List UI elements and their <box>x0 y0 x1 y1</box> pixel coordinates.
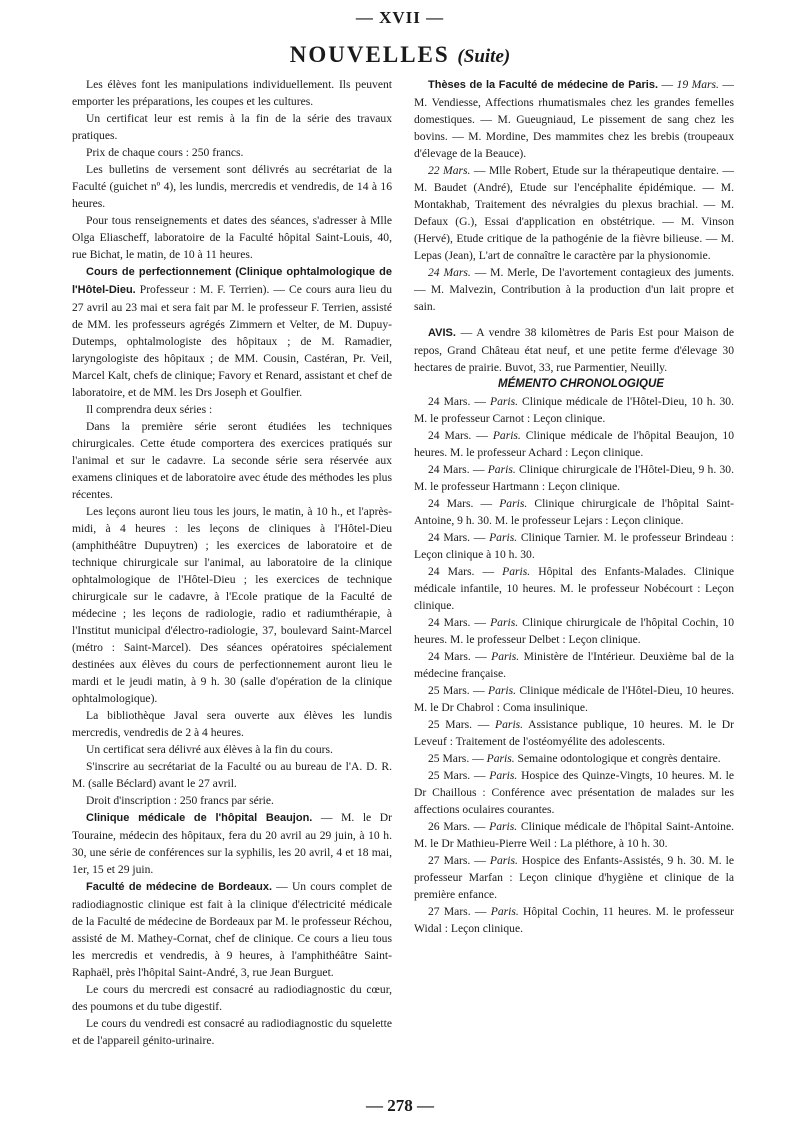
title-suite: (Suite) <box>457 46 511 67</box>
memento-city: Paris. <box>491 650 520 663</box>
paragraph: Prix de chaque cours : 250 francs. <box>86 146 244 159</box>
memento-date: 25 Mars. — <box>428 718 496 731</box>
memento-date: 25 Mars. — <box>428 769 490 782</box>
memento-item <box>414 750 734 767</box>
theses-text: — M. Merle, De l'avortement contagieux des juments. — M. Malvezin, Contribution à la production d'un lait propre et sain. <box>414 266 735 313</box>
memento-city: Paris. <box>490 616 519 629</box>
memento-item <box>414 903 734 937</box>
theses-date: 24 Mars. <box>428 266 471 279</box>
memento-date: 27 Mars. — <box>428 905 491 918</box>
page-number: — 278 — <box>366 1096 434 1115</box>
memento-date: 24 Mars. — <box>428 429 493 442</box>
avis-text: — A vendre 38 kilomètres de Paris Est pour Maison de repos, Grand Château état neuf, et une petite ferme d'élevage 30 hectares de prairie. Buvot, 33, rue Parmentier, Neuilly. <box>414 326 734 374</box>
section-text: — Un cours complet de radiodiagnostic clinique est fait à la clinique d'électricité médicale de la Faculté de médecine de Bordeaux par M. le professeur Réchou, assisté de M. Mathey-Cornat, chef de clinique. Ce cours a lieu tous les mercredis et vendredis, à 9 heures, à l'amphithéâtre Saint-Raphaël, près l'hôpital Saint-André, 3, rue Jean Burguet. <box>72 880 392 979</box>
theses-block <box>414 162 734 264</box>
memento-text: Hôpital des Enfants-Malades. Clinique médicale infantile, 10 heures. M. le professeur Nobécourt : Leçon clinique. <box>414 565 734 612</box>
memento-date: 24 Mars. — <box>428 463 488 476</box>
left-column <box>72 76 392 1049</box>
memento-item <box>414 716 734 750</box>
memento-city: Paris. <box>486 752 515 765</box>
paragraph: Le cours du vendredi est consacré au radiodiagnostic du squelette et de l'appareil génito-urinaire. <box>72 1017 392 1047</box>
memento-item <box>414 393 734 427</box>
memento-city: Paris. <box>487 684 517 697</box>
memento-date: 24 Mars. — <box>428 565 503 578</box>
memento-date: 24 Mars. — <box>428 650 492 663</box>
paragraph: Il comprendra deux séries : <box>86 403 213 416</box>
memento-text: Clinique chirurgicale de l'hôpital Saint-Antoine, 9 h. 30. M. le professeur Lejars : Leçon clinique. <box>414 497 734 527</box>
paragraph: Droit d'inscription : 250 francs par série. <box>86 794 274 807</box>
paragraph: Le cours du mercredi est consacré au radiodiagnostic du cœur, des poumons et du tube digestif. <box>72 983 392 1013</box>
memento-heading: MÉMENTO CHRONOLOGIQUE <box>498 378 664 390</box>
section-heading: Clinique médicale de l'hôpital Beaujon. <box>86 812 313 824</box>
paragraph: Un certificat sera délivré aux élèves à la fin du cours. <box>86 743 333 756</box>
memento-text: Clinique médicale de l'hôpital Beaujon, 10 heures. M. le professeur Achard : Leçon clinique. <box>414 429 734 459</box>
memento-text: Hospice des Quinze-Vingts, 10 heures. M. le Dr Chaillous : Conférence avec présentation de malades sur les affections oculaires courantes. <box>414 769 734 816</box>
paragraph: Pour tous renseignements et dates des séances, s'adresser à Mlle Olga Eliascheff, laboratoire de la Faculté hôpital Saint-Louis, 40, rue Bichat, le matin, de 10 à 11 heures. <box>72 214 392 261</box>
memento-city: Paris. <box>489 820 518 833</box>
memento-item <box>414 495 734 529</box>
paragraph: Les élèves font les manipulations individuellement. Ils peuvent emporter les préparations, les coupes et les cultures. <box>72 78 392 108</box>
theses-date: 19 Mars. <box>676 78 719 91</box>
memento-city: Paris. <box>489 395 519 408</box>
memento-date: 24 Mars. — <box>428 497 500 510</box>
memento-item <box>414 529 734 563</box>
memento-city: Paris. <box>489 854 518 867</box>
memento-text: Hôpital Cochin, 11 heures. M. le professeur Widal : Leçon clinique. <box>414 905 735 935</box>
theses-block: Thèses de la Faculté de médecine de Paris. — 19 Mars. — M. Vendiesse, Affections rhumatismales chez les grandes femelles domestiques. — M. Gueugniaud, Le pissement de sang chez les bovins. — M. Mordine, Des mammites chez les brebis (troupeaux d'élevage de la Beauce). <box>414 78 734 160</box>
memento-date: 25 Mars. — <box>428 752 487 765</box>
memento-city: Paris. <box>492 429 521 442</box>
memento-text: Clinique médicale de l'Hôtel-Dieu, 10 heures. M. le Dr Chabrol : Coma insulinique. <box>414 684 734 714</box>
memento-date: 24 Mars. — <box>428 616 491 629</box>
theses-date: 22 Mars. <box>428 164 471 177</box>
section-text: Professeur : M. F. Terrien). — Ce cours aura lieu du 27 avril au 23 mai et sera fait par M. le professeur F. Terrien, assisté de MM. les professeurs agrégés Zimmern et Velter, de M. Dupuy-Dutemps, ophtalmologiste des hôpitaux ; de M. Ramadier, laryngologiste des hôpitaux ; de MM. Cousin, Castéran, Pr. Veil, Marcel Kalt, chefs de clinique; Favory et Renard, assistant et chef de laboratoire, et de MM. les Drs Joseph et Goulfier. <box>72 283 392 399</box>
memento-item <box>414 767 734 818</box>
memento-item <box>414 614 734 648</box>
paragraph: Dans la première série seront étudiées les techniques chirurgicales. Cette étude comportera des exercices pratiqués sur l'animal et sur le cadavre. La seconde série sera réservée aux examens cliniques et de laboratoire avec étude des méthodes les plus récentes. <box>72 420 392 501</box>
theses-text: — Mlle Robert, Etude sur la thérapeutique dentaire. — M. Baudet (André), Etude sur l'encéphalite épidémique. — M. Montakhab, Traitement des névralgies du plexus brachial. — M. Defaux (G.), Essai d'application en obstétrique. — M. Vinson (Hervé), Etude critique de la pathogénie de la fièvre bilieuse. — M. Lepas (Jean), L'art de connaître le caractère par la physionomie. <box>414 164 734 262</box>
memento-city: Paris. <box>489 769 518 782</box>
memento-date: 24 Mars. — <box>428 395 490 408</box>
memento-item <box>414 563 734 614</box>
memento-text: Clinique chirurgicale de l'Hôtel-Dieu, 9 h. 30. M. le professeur Hartmann : Leçon clinique. <box>414 463 734 493</box>
memento-text: Ministère de l'Intérieur. Deuxième bal de la médecine française. <box>414 650 734 680</box>
memento-item <box>414 852 734 903</box>
memento-date: 27 Mars. — <box>428 854 490 867</box>
page-title <box>0 42 800 68</box>
memento-date: 25 Mars. — <box>428 684 488 697</box>
memento-item <box>414 682 734 716</box>
memento-city: Paris. <box>489 531 518 544</box>
section-bordeaux <box>72 878 392 981</box>
memento-city: Paris. <box>490 905 519 918</box>
memento-item <box>414 461 734 495</box>
avis-block <box>414 324 734 376</box>
paragraph: La bibliothèque Javal sera ouverte aux élèves les lundis mercredis, vendredis de 2 à 4 heures. <box>72 709 392 739</box>
memento-text: Clinique médicale de l'Hôtel-Dieu, 10 h. 30. M. le professeur Carnot : Leçon clinique. <box>414 395 735 425</box>
memento-date: 24 Mars. — <box>428 531 490 544</box>
memento-item <box>414 427 734 461</box>
paragraph: S'inscrire au secrétariat de la Faculté ou au bureau de l'A. D. R. M. (salle Béclard) avant le 27 avril. <box>72 760 392 790</box>
memento-date: 26 Mars. — <box>428 820 490 833</box>
memento-city: Paris. <box>495 718 524 731</box>
section-text: — M. le Dr Touraine, médecin des hôpitaux, fera du 20 avril au 29 juin, à 10 h. 30, une série de conférences sur la syphilis, les 20 avril, 4 et 18 mai, 1er, 15 et 29 juin. <box>72 811 392 876</box>
section-beaujon <box>72 809 392 878</box>
theses-block <box>414 264 734 315</box>
avis-heading: AVIS. <box>428 327 456 339</box>
section-heading: Faculté de médecine de Bordeaux. <box>86 881 273 893</box>
theses-text: — M. Vendiesse, Affections rhumatismales chez les grandes femelles domestiques. — M. Gueugniaud, Le pissement de sang chez les bovins. — M. Mordine, Des mammites chez les brebis (troupeaux d'élevage de la Beauce). <box>414 78 734 160</box>
memento-text: Semaine odontologique et congrès dentaire. <box>514 752 721 765</box>
memento-item <box>414 818 734 852</box>
memento-item <box>414 648 734 682</box>
memento-city: Paris. <box>502 565 531 578</box>
memento-city: Paris. <box>499 497 528 510</box>
paragraph: Un certificat leur est remis à la fin de la série des travaux pratiques. <box>72 112 392 142</box>
memento-list <box>414 393 734 937</box>
memento-text: Clinique Tarnier. M. le professeur Brindeau : Leçon clinique à 10 h. 30. <box>414 531 735 561</box>
theses-heading: Thèses de la Faculté de médecine de Paris. <box>428 79 659 91</box>
memento-text: Clinique médicale de l'hôpital Saint-Antoine. M. le Dr Mathieu-Pierre Weil : La pléthore, à 10 h. 30. <box>414 820 734 850</box>
title-main: NOUVELLES <box>289 42 450 67</box>
memento-text: Assistance publique, 10 heures. M. le Dr Leveuf : Traitement de l'ostéomyélite des adolescents. <box>414 718 735 748</box>
right-column <box>414 76 734 937</box>
memento-text: Clinique chirurgicale de l'hôpital Cochin, 10 heures. M. le professeur Delbet : Leçon clinique. <box>414 616 734 646</box>
paragraph: Les leçons auront lieu tous les jours, le matin, à 10 h., et l'après-midi, à 4 heures : les leçons de cliniques à l'Hôtel-Dieu (amphithéâtre Dupuytren) ; les exercices de laboratoire et de technique chirurgicale sur l'animal, au laboratoire de la clinique ophtalmologique de l'Hôtel-Dieu ; les exercices de technique chirurgicale sur le cadavre, à l'Ecole pratique de la Faculté de médecine ; les leçons de radiologie, radio et radiumthérapie, à l'Institut municipal d'électro-radiologie, 37, boulevard Saint-Marcel (métro : Saint-Marcel). Des séances opératoires spécialement destinées aux élèves du cours de perfectionnement auront lieu le mardi et le jeudi matin, à 9 h. 30 (salle d'opération de la clinique ophtalmologique). <box>72 505 392 705</box>
section-ophtalmo <box>72 263 392 401</box>
page-roman-numeral: — XVII — <box>355 8 445 27</box>
paragraph: Les bulletins de versement sont délivrés au secrétariat de la Faculté (guichet nº 4), les lundis, mercredis et vendredis, de 14 à 16 heures. <box>72 163 392 210</box>
section-heading: Cours de perfectionnement (Clinique ophtalmologique de l'Hôtel-Dieu. <box>72 266 392 296</box>
memento-city: Paris. <box>487 463 516 476</box>
memento-text: Hospice des Enfants-Assistés, 9 h. 30. M. le professeur Marfan : Leçon clinique d'hygiène et clinique de la première enfance. <box>414 854 735 901</box>
